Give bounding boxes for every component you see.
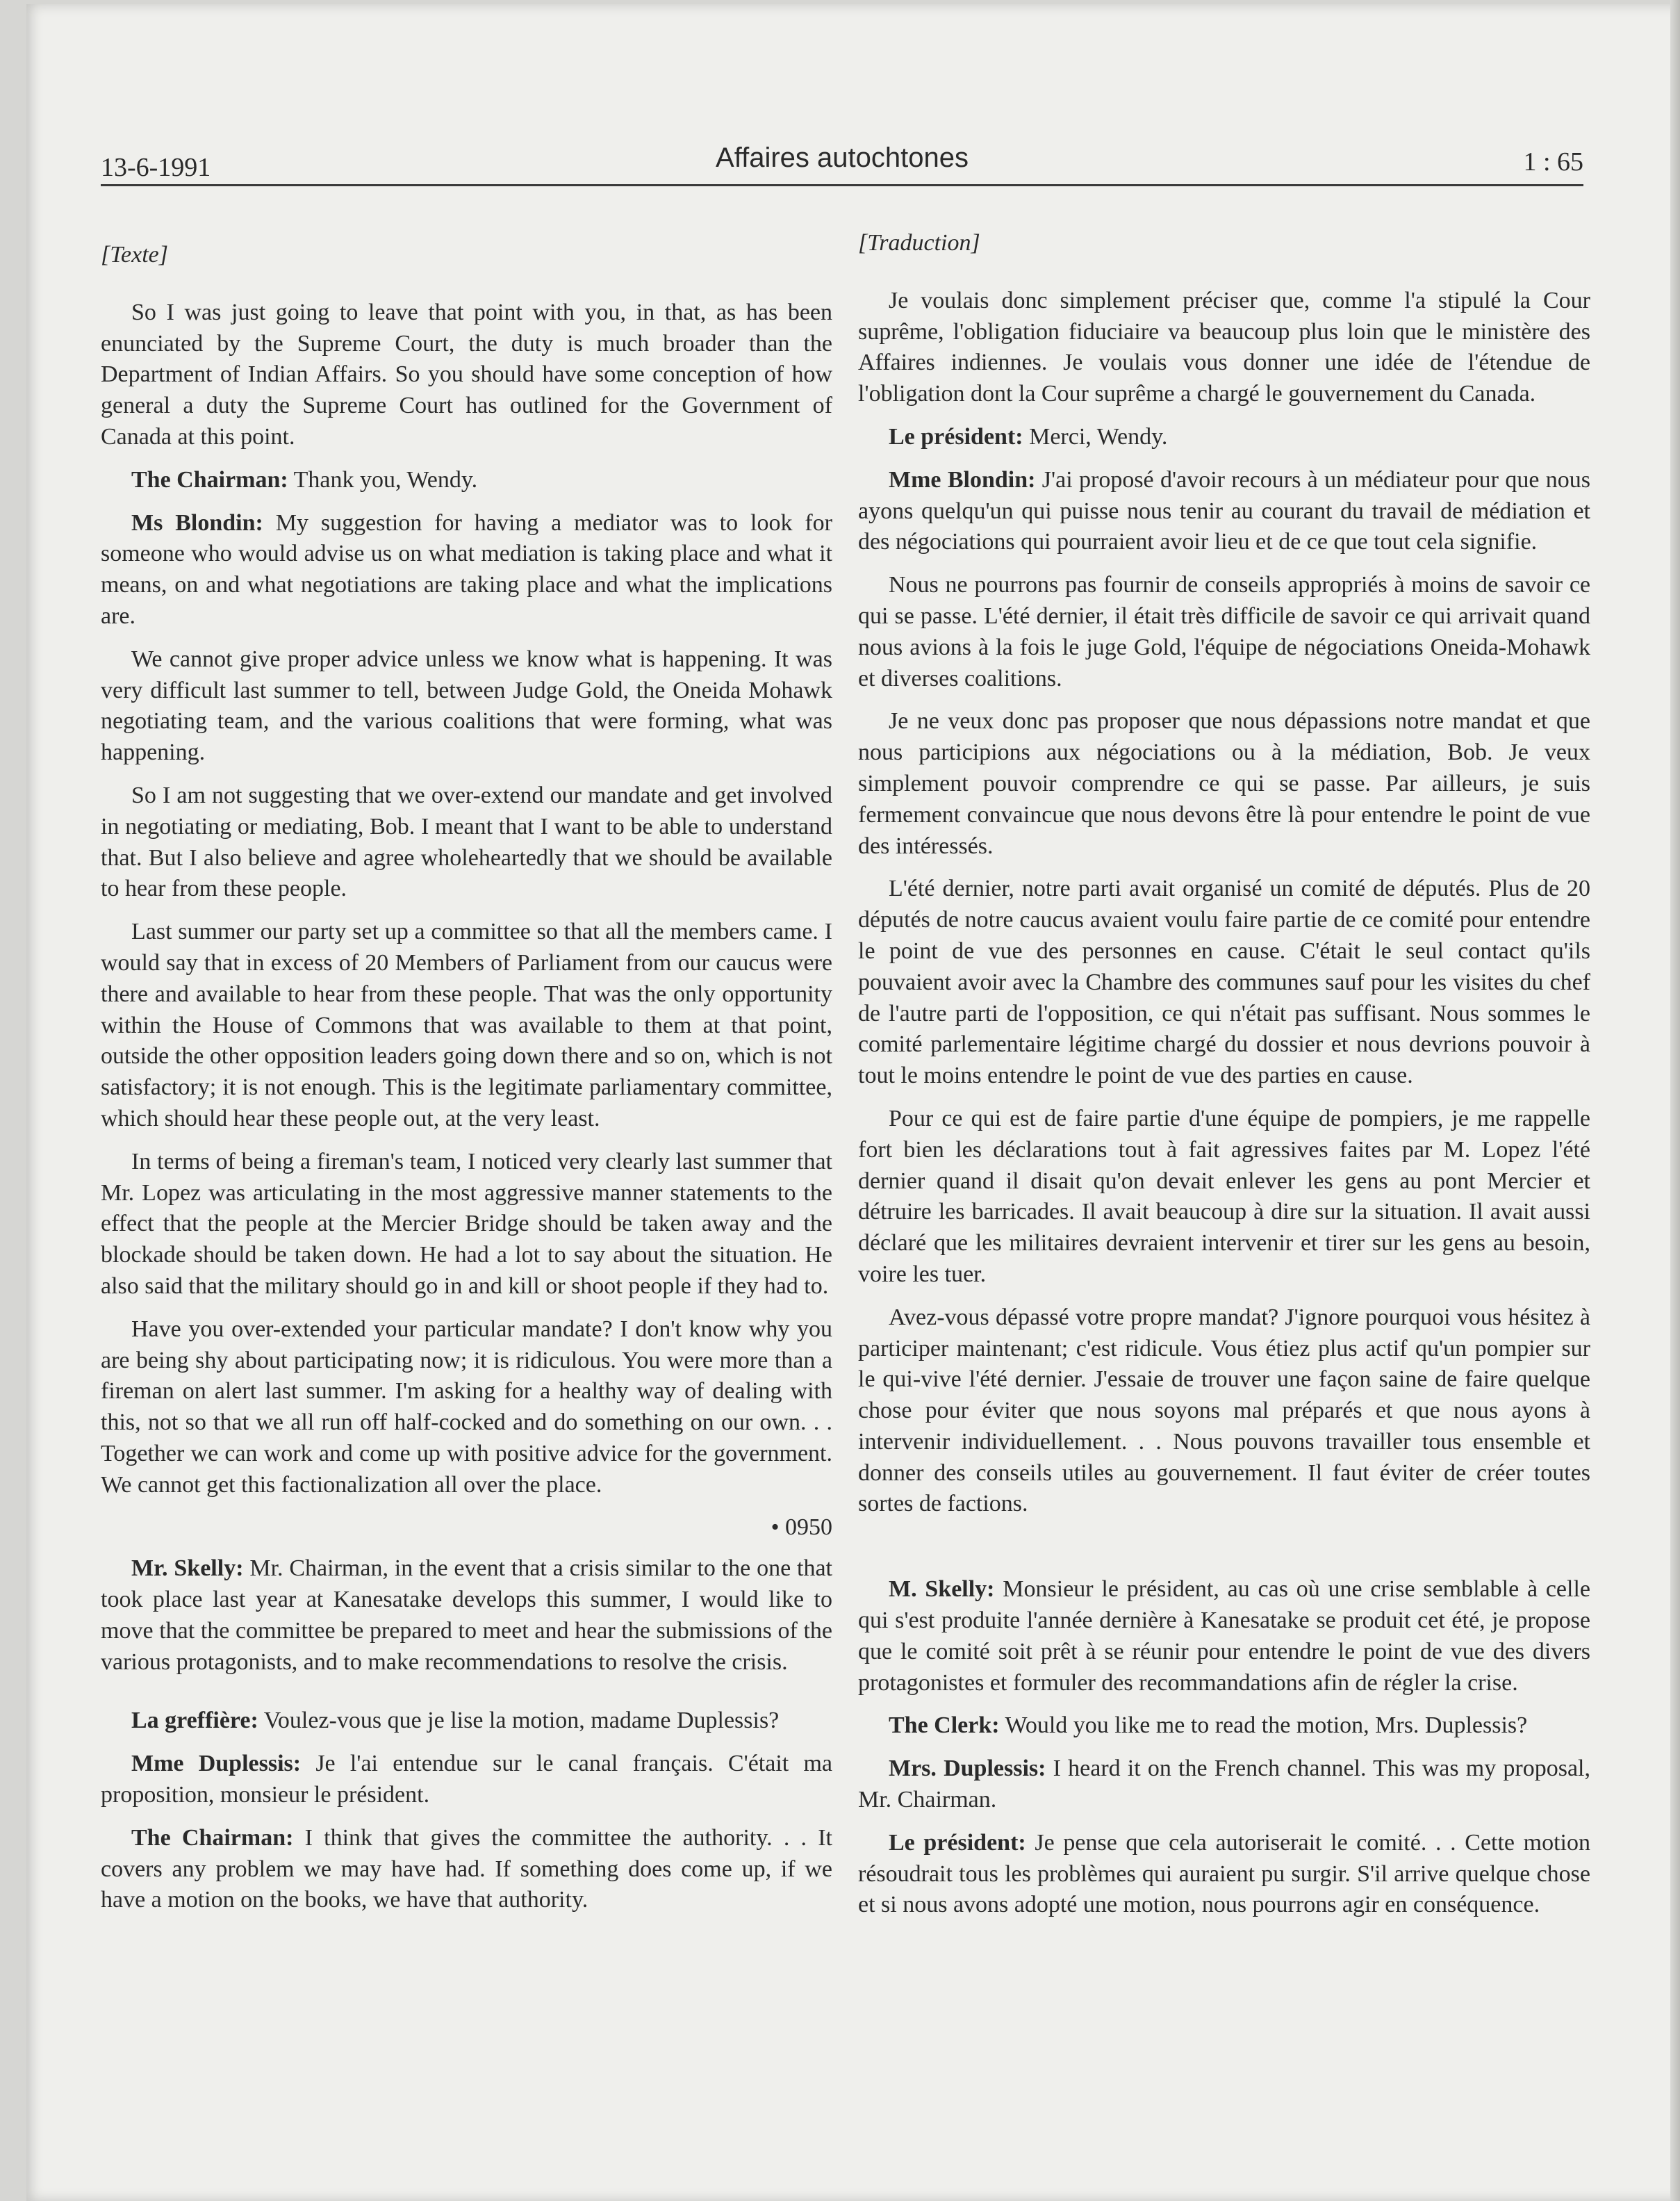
paragraph: [101, 508, 832, 632]
page-header: [101, 142, 1583, 186]
paragraph: [101, 1553, 832, 1678]
paragraph: [858, 1753, 1590, 1816]
paragraph: So I was just going to leave that point with you, in that, as has been enunciated by the Supreme Court, the duty is much broader than the Department of Indian Affairs. So you should have some conception of how general a duty the Supreme Court has outlined for the Government of Canada at this point.: [101, 299, 832, 450]
speaker-name: M. Skelly:: [889, 1576, 995, 1603]
speaker-name: Mme Duplessis:: [131, 1751, 302, 1777]
paragraph: Je voulais donc simplement préciser que, comme l'a stipulé la Cour suprême, l'obligation fiduciaire va beaucoup plus loin que le ministère des Affaires indiennes. Je voulais vous donner une idée de l'étendue de l'obligation dont la Cour suprême a chargé le gouvernement du Canada.: [858, 287, 1590, 407]
header-date: 13-6-1991: [101, 153, 211, 182]
speech-text: Would you like me to read the motion, Mrs. Duplessis?: [1005, 1712, 1528, 1739]
page-edge: [1670, 0, 1680, 2201]
speaker-name: The Clerk:: [889, 1712, 1000, 1739]
speaker-name: Le président:: [889, 423, 1023, 450]
paragraph: In terms of being a fireman's team, I noticed very clearly last summer that Mr. Lopez was articulating in the most aggressive manner statements to the effect that the people at the Mercier Bridge should be taken away and the blockade should be taken down. He had a lot to say about the situation. He also said that the military should go in and kill or shoot people if they had to.: [101, 1148, 832, 1299]
speaker-name: The Chairman:: [131, 1824, 294, 1851]
speaker-name: Mr. Skelly:: [131, 1555, 244, 1582]
paragraph: So I am not suggesting that we over-extend our mandate and get involved in negotiating or mediating, Bob. I meant that I want to be able to understand that. But I also believe and agree wholeheartedly that we should be available to hear from these people.: [101, 782, 832, 902]
english-column: [101, 240, 832, 1928]
time-marker: • 0950: [771, 1514, 832, 1541]
speech-text: Merci, Wendy.: [1029, 423, 1168, 450]
speech-text: J'ai proposé d'avoir recours à un médiateur pour que nous ayons quelqu'un qui puisse nous tenir au courant du travail de médiation et des négociations qui pourraient avoir lieu et de ce que tout cela signifie.: [858, 466, 1590, 555]
paragraph: [858, 1710, 1590, 1742]
speaker-name: Ms Blondin:: [131, 509, 263, 536]
column-label: [Traduction]: [858, 230, 980, 256]
speech-text: My suggestion for having a mediator was to look for someone who would advise us on what mediation is taking place and what it means, on and what negotiations are taking place and what the implications are.: [101, 509, 832, 629]
speaker-name: Mme Blondin:: [889, 466, 1036, 493]
speaker-name: The Chairman:: [131, 466, 288, 493]
paragraph: Nous ne pourrons pas fournir de conseils appropriés à moins de savoir ce qui se passe. L'été dernier, il était très difficile de savoir ce qui arrivait quand nous avions à la fois le juge Gold, l'équipe de négociations Oneida-Mohawk et diverses coalitions.: [858, 572, 1590, 692]
speech-text: Thank you, Wendy.: [293, 466, 478, 493]
column-label: [Texte]: [101, 242, 168, 268]
paragraph: [858, 422, 1590, 453]
paragraph: [101, 1705, 832, 1737]
paragraph: [858, 1574, 1590, 1699]
paragraph: Pour ce qui est de faire partie d'une équipe de pompiers, je me rappelle fort bien les déclarations tout à fait agressives faites par M. Lopez l'été dernier quand il disait qu'on devait enlever les gens au pont Mercier et détruire les barricades. Il avait beaucoup à dire sur la situation. Il avait aussi déclaré que les militaires devraient intervenir et tirer sur les gens au besoin, voire les tuer.: [858, 1105, 1590, 1287]
speech-text: Monsieur le président, au cas où une crise semblable à celle qui s'est produite l'année dernière à Kanesatake se produit cet été, je propose que le comité soit prêt à se réunir pour entendre le point de vue des divers protagonistes et formuler des recommandations afin de régler la crise.: [858, 1576, 1590, 1696]
speech-text: I heard it on the French channel. This was my proposal, Mr. Chairman.: [858, 1756, 1590, 1813]
paragraph: Je ne veux donc pas proposer que nous dépassions notre mandat et que nous participions aux négociations ou à la médiation, Bob. Je veux simplement pouvoir comprendre ce qui se passe. Par ailleurs, je suis fermement convaincue que nous devons être là pour entendre le point de vue des intéressés.: [858, 708, 1590, 859]
paragraph: [858, 465, 1590, 558]
paragraph: [101, 1823, 832, 1916]
paragraph: [101, 465, 832, 496]
paragraph: L'été dernier, notre parti avait organisé un comité de députés. Plus de 20 députés de notre caucus avaient voulu faire partie de ce comité pour entendre le point de vue des personnes en cause. C'était le seul contact qu'ils pouvaient avoir avec la Chambre des communes sauf pour les visites du chef de l'autre parti de l'opposition, ce qui n'était pas suffisant. Nous sommes le comité parlementaire légitime chargé du dossier et nous devrions pouvoir à tout le moins entendre le point de vue des parties en cause.: [858, 876, 1590, 1089]
speech-text: Voulez-vous que je lise la motion, madame Duplessis?: [263, 1708, 780, 1734]
speech-text: I think that gives the committee the authority. . . It covers any problem we may have had. If something does come up, if we have a motion on the books, we have that authority.: [101, 1824, 833, 1913]
paragraph: Avez-vous dépassé votre propre mandat? J'ignore pourquoi vous hésitez à participer maintenant; c'est ridicule. Vous étiez plus actif qu'un pompier sur le qui-vive l'été dernier. J'essaie de trouver une façon saine de faire quelque chose pour éviter que nous soyons mal préparés et que nous ayons à intervenir individuellement. . . Nous pouvons travailler tous ensemble et donner des conseils utiles au gouvernement. Il faut éviter de créer toutes sortes de factions.: [858, 1304, 1590, 1517]
speech-text: Je pense que cela autoriserait le comité. . . Cette motion résoudrait tous les problèmes qui auraient pu surgir. S'il arrive quelque chose et si nous avons adopté une motion, nous pourrons agir en conséquence.: [858, 1829, 1591, 1918]
speaker-name: Le président:: [889, 1829, 1026, 1856]
header-page-number: 1 : 65: [1523, 147, 1583, 177]
speaker-name: Mrs. Duplessis:: [889, 1756, 1046, 1782]
speech-text: Mr. Chairman, in the event that a crisis similar to the one that took place last year at Kanesatake develops this summer, I would like to move that the committee be prepared to meet and hear the submissions of the various protagonists, and to make recommendations to resolve the crisis.: [101, 1555, 833, 1675]
paragraph: [101, 1749, 832, 1811]
paragraph: [858, 1828, 1590, 1921]
paragraph: Last summer our party set up a committee so that all the members came. I would say that in excess of 20 Members of Parliament from our caucus were there and available to hear from these people. That was the only opportunity within the House of Commons that was available to them at that point, outside the other opposition leaders going down there and so on, which is not satisfactory; it is not enough. This is the legitimate parliamentary committee, which should hear these people out, at the very least.: [101, 919, 832, 1131]
header-title: Affaires autochtones: [716, 142, 969, 173]
french-column: [858, 228, 1590, 1933]
paragraph: We cannot give proper advice unless we know what is happening. It was very difficult last summer to tell, between Judge Gold, the Oneida Mohawk negotiating team, and the various coalitions that were forming, what was happening.: [101, 646, 832, 766]
speaker-name: La greffière:: [131, 1708, 258, 1734]
speech-text: Je l'ai entendue sur le canal français. C'était ma proposition, monsieur le président.: [101, 1751, 832, 1808]
paragraph: Have you over-extended your particular mandate? I don't know why you are being shy about participating now; it is ridiculous. You were more than a fireman on alert last summer. I'm asking for a healthy way of dealing with this, not so that we all run off half-cocked and do something on our own. . . Together we can work and come up with positive advice for the government. We cannot get this factionalization all over the place.: [101, 1316, 832, 1498]
